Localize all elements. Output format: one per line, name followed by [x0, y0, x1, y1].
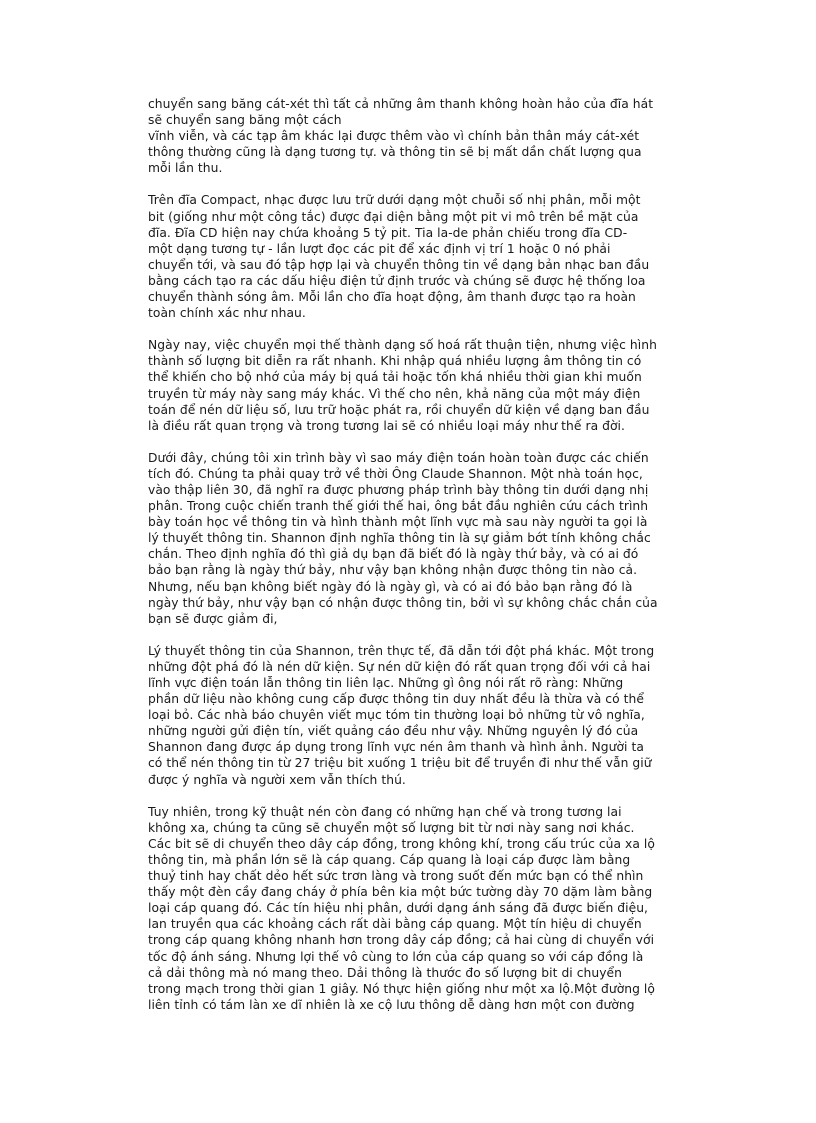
- text-line: chuyển tới, và sau đó tập hợp lại và chuyển thông tin về dạng bản nhạc ban đầu: [148, 257, 650, 272]
- text-line: thông tin, mà phần lớn sẽ là cáp quang. Cáp quang là loại cáp được làm bằng: [148, 852, 631, 867]
- text-line: toàn chính xác như nhau.: [148, 306, 306, 321]
- text-line: bit (giống như một công tắc) được đại diện bằng một pit vi mô trên bề mặt của: [148, 209, 639, 224]
- text-line: là điều rất quan trọng và trong tương lai sẽ có nhiều loại máy như thế ra đời.: [148, 418, 625, 433]
- paragraph: [148, 192, 688, 321]
- text-line: thấy một đèn cầy đang cháy ở phía bên kia một bức tường dày 70 dặm làm bằng: [148, 885, 653, 900]
- text-line: được ý nghĩa và người xem vẫn thích thú.: [148, 772, 406, 787]
- text-line: Ngày nay, việc chuyển mọi thế thành dạng số hoá rất thuận tiện, nhưng việc hình: [148, 338, 657, 353]
- text-line: phân. Trong cuộc chiến tranh thế giới thế hai, ông bắt đầu nghiên cứu cách trình: [148, 499, 649, 514]
- text-line: chắn. Theo định nghĩa đó thì giả dụ bạn đã biết đó là ngày thứ bảy, và có ai đó: [148, 547, 639, 562]
- text-line: vĩnh viễn, và các tạp âm khác lại được thêm vào vì chính bản thân máy cát-xét: [148, 129, 640, 144]
- text-line: loại bỏ. Các nhà báo chuyên viết mục tóm tin thường loại bỏ những từ vô nghĩa,: [148, 708, 645, 723]
- text-line: Các bit sẽ di chuyển theo dây cáp đồng, trong không khí, trong cấu trúc của xa lộ: [148, 836, 655, 851]
- text-line: những người gửi điện tín, viết quảng cáo đều như vậy. Những nguyên lý đó của: [148, 724, 639, 739]
- text-line: thể khiến cho bộ nhớ của máy bị quá tải hoặc tốn khá nhiều thời gian khi muốn: [148, 370, 642, 385]
- text-line: bằng cách tạo ra các dấu hiệu điện tử định trước và chúng sẽ được hệ thống loa: [148, 273, 646, 288]
- paragraph: [148, 96, 688, 176]
- paragraph: [148, 337, 688, 434]
- text-line: trong mạch trong thời gian 1 giây. Nó thực hiện giống như một xa lộ.Một đường lộ: [148, 981, 655, 996]
- text-line: lĩnh vực điện toán lẫn thông tin liên lạc. Những gì ông nói rất rõ ràng: Những: [148, 676, 624, 690]
- text-line: đĩa. Đĩa CD hiện nay chứa khoảng 5 tỷ pit. Tia la-de phản chiếu trong đĩa CD-: [148, 225, 628, 240]
- text-line: cả dải thông mà nó mang theo. Dải thông là thước đo số lượng bit di chuyển: [148, 965, 623, 980]
- text-line: truyền từ máy này sang máy khác. Vì thế cho nên, khả năng của một máy điện: [148, 386, 641, 401]
- text-line: sẽ chuyển sang băng một cách: [148, 113, 342, 128]
- paragraph: [148, 804, 688, 1013]
- text-line: ngày thứ bảy, như vậy bạn có nhận được thông tin, bởi vì sự không chắc chắn của: [148, 595, 658, 610]
- paragraph: [148, 450, 688, 627]
- text-line: vào thập liên 30, đã nghĩ ra được phương pháp trình bày thông tin dưới dạng nhị: [148, 482, 649, 497]
- text-line: liên tỉnh có tám làn xe dĩ nhiên là xe cộ lưu thông dễ dàng hơn một con đường: [148, 997, 635, 1012]
- text-line: bày toán học về thông tin và hình thành một lĩnh vực mà sau này người ta gọi là: [148, 515, 648, 530]
- text-line: tích đó. Chúng ta phải quay trở về thời Ông Claude Shannon. Một nhà toán học,: [148, 466, 643, 481]
- text-line: Lý thuyết thông tin của Shannon, trên thực tế, đã dẫn tới đột phá khác. Một trong: [148, 643, 655, 658]
- text-line: Nhưng, nếu bạn không biết ngày đó là ngày gì, và có ai đó bảo bạn rằng đó là: [148, 579, 633, 594]
- text-line: trong cáp quang không nhanh hơn trong dây cáp đồng; cả hai cùng di chuyển với: [148, 933, 655, 948]
- text-line: không xa, chúng ta cũng sẽ chuyển một số lượng bit từ nơi này sang nơi khác.: [148, 820, 635, 835]
- text-line: chuyển thành sóng âm. Mỗi lần cho đĩa hoạt động, âm thanh được tạo ra hoàn: [148, 290, 636, 305]
- text-line: lý thuyết thông tin. Shannon định nghĩa thông tin là sự giảm bớt tính không chắc: [148, 531, 651, 546]
- text-line: loại cáp quang đó. Các tín hiệu nhị phân, dưới dạng ánh sáng đã được biến điệu,: [148, 901, 649, 916]
- text-line: tốc độ ánh sáng. Nhưng lợi thế vô cùng to lớn của cáp quang so với cáp đồng là: [148, 949, 644, 964]
- text-line: có thể nén thông tin từ 27 triệu bit xuống 1 triệu bit để truyền đi như thế vẫn giữ: [148, 756, 652, 771]
- paragraph: [148, 643, 688, 788]
- text-line: bạn sẽ được giảm đi,: [148, 611, 278, 626]
- text-line: chuyển sang băng cát-xét thì tất cả những âm thanh không hoàn hảo của đĩa hát: [148, 97, 654, 111]
- text-line: thuỷ tinh hay chất dẻo hết sức trơn làng và trong suốt đến mức bạn có thể nhìn: [148, 869, 644, 884]
- text-line: phần dữ liệu nào không cung cấp được thông tin duy nhất đều là thừa và có thể: [148, 692, 644, 707]
- text-line: toán để nén dữ liệu số, lưu trữ hoặc phát ra, rồi chuyển dữ kiện về dạng ban đầu: [148, 402, 650, 417]
- text-line: Tuy nhiên, trong kỹ thuật nén còn đang có những hạn chế và trong tương lai: [148, 804, 622, 819]
- text-line: một dạng tương tự - lần lượt đọc các pit để xác định vị trí 1 hoặc 0 nó phải: [148, 241, 611, 256]
- text-line: mỗi lần thu.: [148, 161, 223, 176]
- text-line: Trên đĩa Compact, nhạc được lưu trữ dưới dạng một chuỗi số nhị phân, mỗi một: [148, 193, 641, 208]
- text-line: thành số lượng bit diễn ra rất nhanh. Khi nhập quá nhiều lượng âm thông tin có: [148, 354, 642, 369]
- text-line: Dưới đây, chúng tôi xin trình bày vì sao máy điện toán hoàn toàn được các chiến: [148, 450, 649, 465]
- text-line: Shannon đang được áp dụng trong lĩnh vực nén âm thanh và hình ảnh. Người ta: [148, 740, 644, 755]
- document-page: [148, 96, 688, 1029]
- text-line: lan truyền qua các khoảng cách rất dài bằng cáp quang. Một tín hiệu di chuyển: [148, 917, 642, 932]
- text-line: thông thường cũng là dạng tương tự. và thông tin sẽ bị mất dần chất lượng qua: [148, 145, 642, 160]
- text-line: những đột phá đó là nén dữ kiện. Sự nén dữ kiện đó rất quan trọng đối với cả hai: [148, 659, 651, 674]
- text-line: bảo bạn rằng là ngày thứ bảy, như vậy bạn không nhận được thông tin nào cả.: [148, 563, 638, 578]
